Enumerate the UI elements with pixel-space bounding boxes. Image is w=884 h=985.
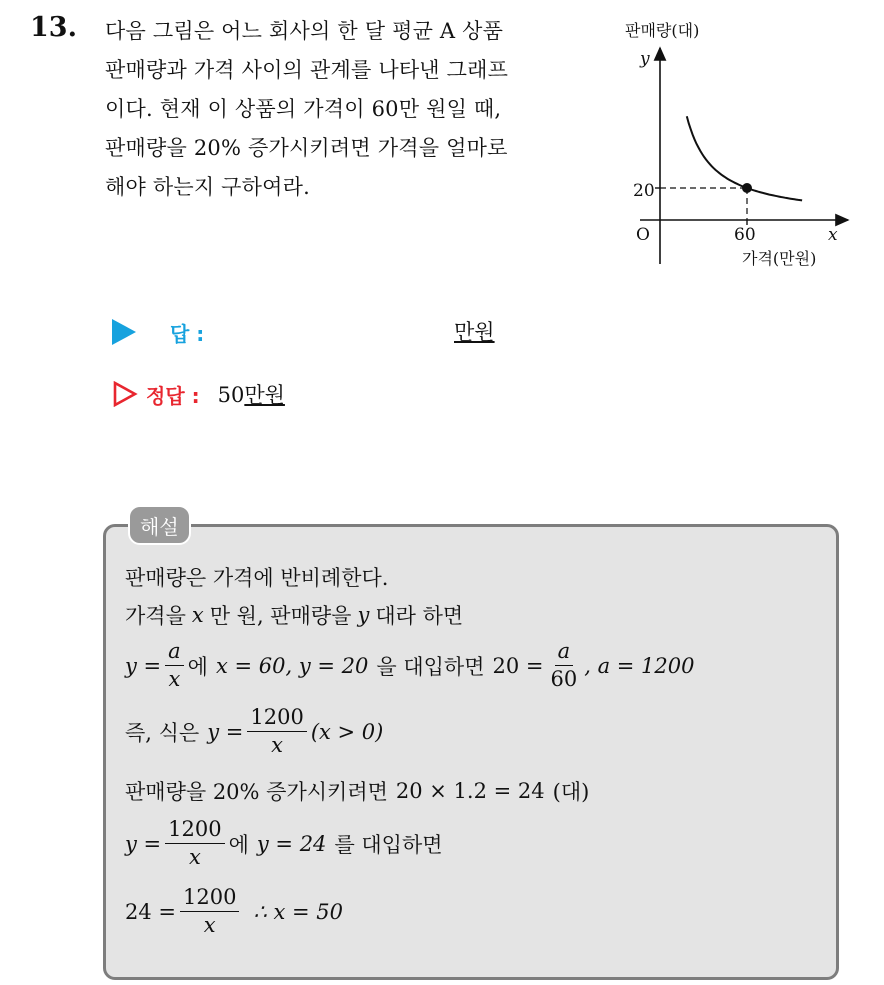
- question-line: 판매량과 가격 사이의 관계를 나타낸 그래프: [105, 58, 509, 82]
- fraction: [247, 706, 306, 757]
- question-line: 다음 그림은 어느 회사의 한 달 평균 A 상품: [105, 19, 504, 43]
- denominator: x: [203, 913, 216, 938]
- answer-blank[interactable]: 만원: [454, 320, 495, 344]
- question-text: [105, 12, 605, 207]
- explanation-text: 을 대입하면: [376, 654, 485, 679]
- data-point: [742, 183, 752, 193]
- y-axis-label: 판매량(대): [625, 21, 700, 40]
- fraction: [165, 818, 224, 869]
- math-text: y =: [207, 719, 244, 744]
- explanation-line-5: [125, 776, 589, 806]
- explanation-text: (대): [552, 780, 590, 804]
- explanation-text: 만 원, 판매량을: [209, 604, 352, 628]
- explanation-text: 판매량은 가격에 반비례한다.: [125, 566, 389, 590]
- denominator: x: [188, 845, 201, 870]
- correct-answer-value: [218, 379, 285, 409]
- explanation-line-4: [125, 706, 383, 757]
- math-text: 20 × 1.2 = 24: [395, 779, 545, 803]
- play-icon: [112, 319, 136, 345]
- correct-answer-label: 정답 :: [146, 383, 200, 408]
- explanation-text: 대라 하면: [375, 604, 464, 628]
- math-text: y =: [125, 831, 162, 856]
- math-text: 20 =: [492, 653, 544, 678]
- explanation-line-7: [125, 886, 343, 937]
- fraction: [547, 640, 580, 691]
- denominator: 60: [550, 667, 578, 692]
- math-text: ∴ x = 50: [253, 899, 344, 924]
- x-axis-var: x: [828, 225, 838, 245]
- origin-label: O: [636, 225, 650, 245]
- explanation-line-6: [125, 818, 443, 869]
- numerator: 1200: [180, 886, 239, 912]
- y-tick-label: 20: [633, 181, 655, 201]
- y-axis-var: y: [640, 49, 650, 69]
- var-x: x: [191, 603, 204, 627]
- explanation-line-2: [125, 600, 463, 630]
- answer-row: [112, 316, 495, 348]
- math-text: (x > 0): [310, 719, 384, 744]
- explanation-text: 에: [187, 654, 208, 679]
- correct-answer-row: [112, 378, 285, 410]
- numerator: a: [165, 640, 184, 666]
- explanation-text: 가격을: [125, 604, 186, 628]
- explanation-text: 에: [228, 832, 249, 857]
- answer-label: 답 :: [170, 321, 205, 346]
- denominator: x: [271, 733, 283, 758]
- x-tick-label: 60: [734, 225, 756, 245]
- numerator: a: [555, 640, 574, 666]
- explanation-line-1: [125, 562, 388, 592]
- explanation-text: 를 대입하면: [334, 832, 443, 857]
- fraction: [165, 640, 184, 691]
- outline-play-icon: [112, 381, 138, 407]
- var-y: y: [357, 603, 370, 627]
- math-text: y =: [125, 653, 162, 678]
- question-line: 판매량을 20% 증가시키려면 가격을 얼마로: [105, 136, 508, 160]
- question-line: 해야 하는지 구하여라.: [105, 175, 310, 199]
- fraction: [180, 886, 239, 937]
- math-text: 24 =: [125, 899, 176, 924]
- question-number: 13.: [30, 12, 77, 43]
- question-line: 이다. 현재 이 상품의 가격이 60만 원일 때,: [105, 97, 502, 121]
- explanation-line-3: [125, 640, 694, 691]
- explanation-text: 즉, 식은: [125, 720, 200, 745]
- x-axis-label: 가격(만원): [742, 249, 817, 268]
- numerator: 1200: [247, 706, 306, 732]
- math-text: x = 60, y = 20: [215, 653, 369, 678]
- math-text: , a = 1200: [584, 653, 695, 678]
- correct-number: 50: [217, 383, 245, 407]
- numerator: 1200: [165, 818, 224, 844]
- denominator: x: [168, 667, 181, 692]
- correct-unit: 만원: [244, 383, 285, 407]
- math-text: y = 24: [256, 831, 327, 856]
- inverse-proportion-graph: [620, 14, 860, 276]
- explanation-tab: 해설: [128, 505, 191, 545]
- explanation-text: 판매량을 20% 증가시키려면: [125, 780, 388, 804]
